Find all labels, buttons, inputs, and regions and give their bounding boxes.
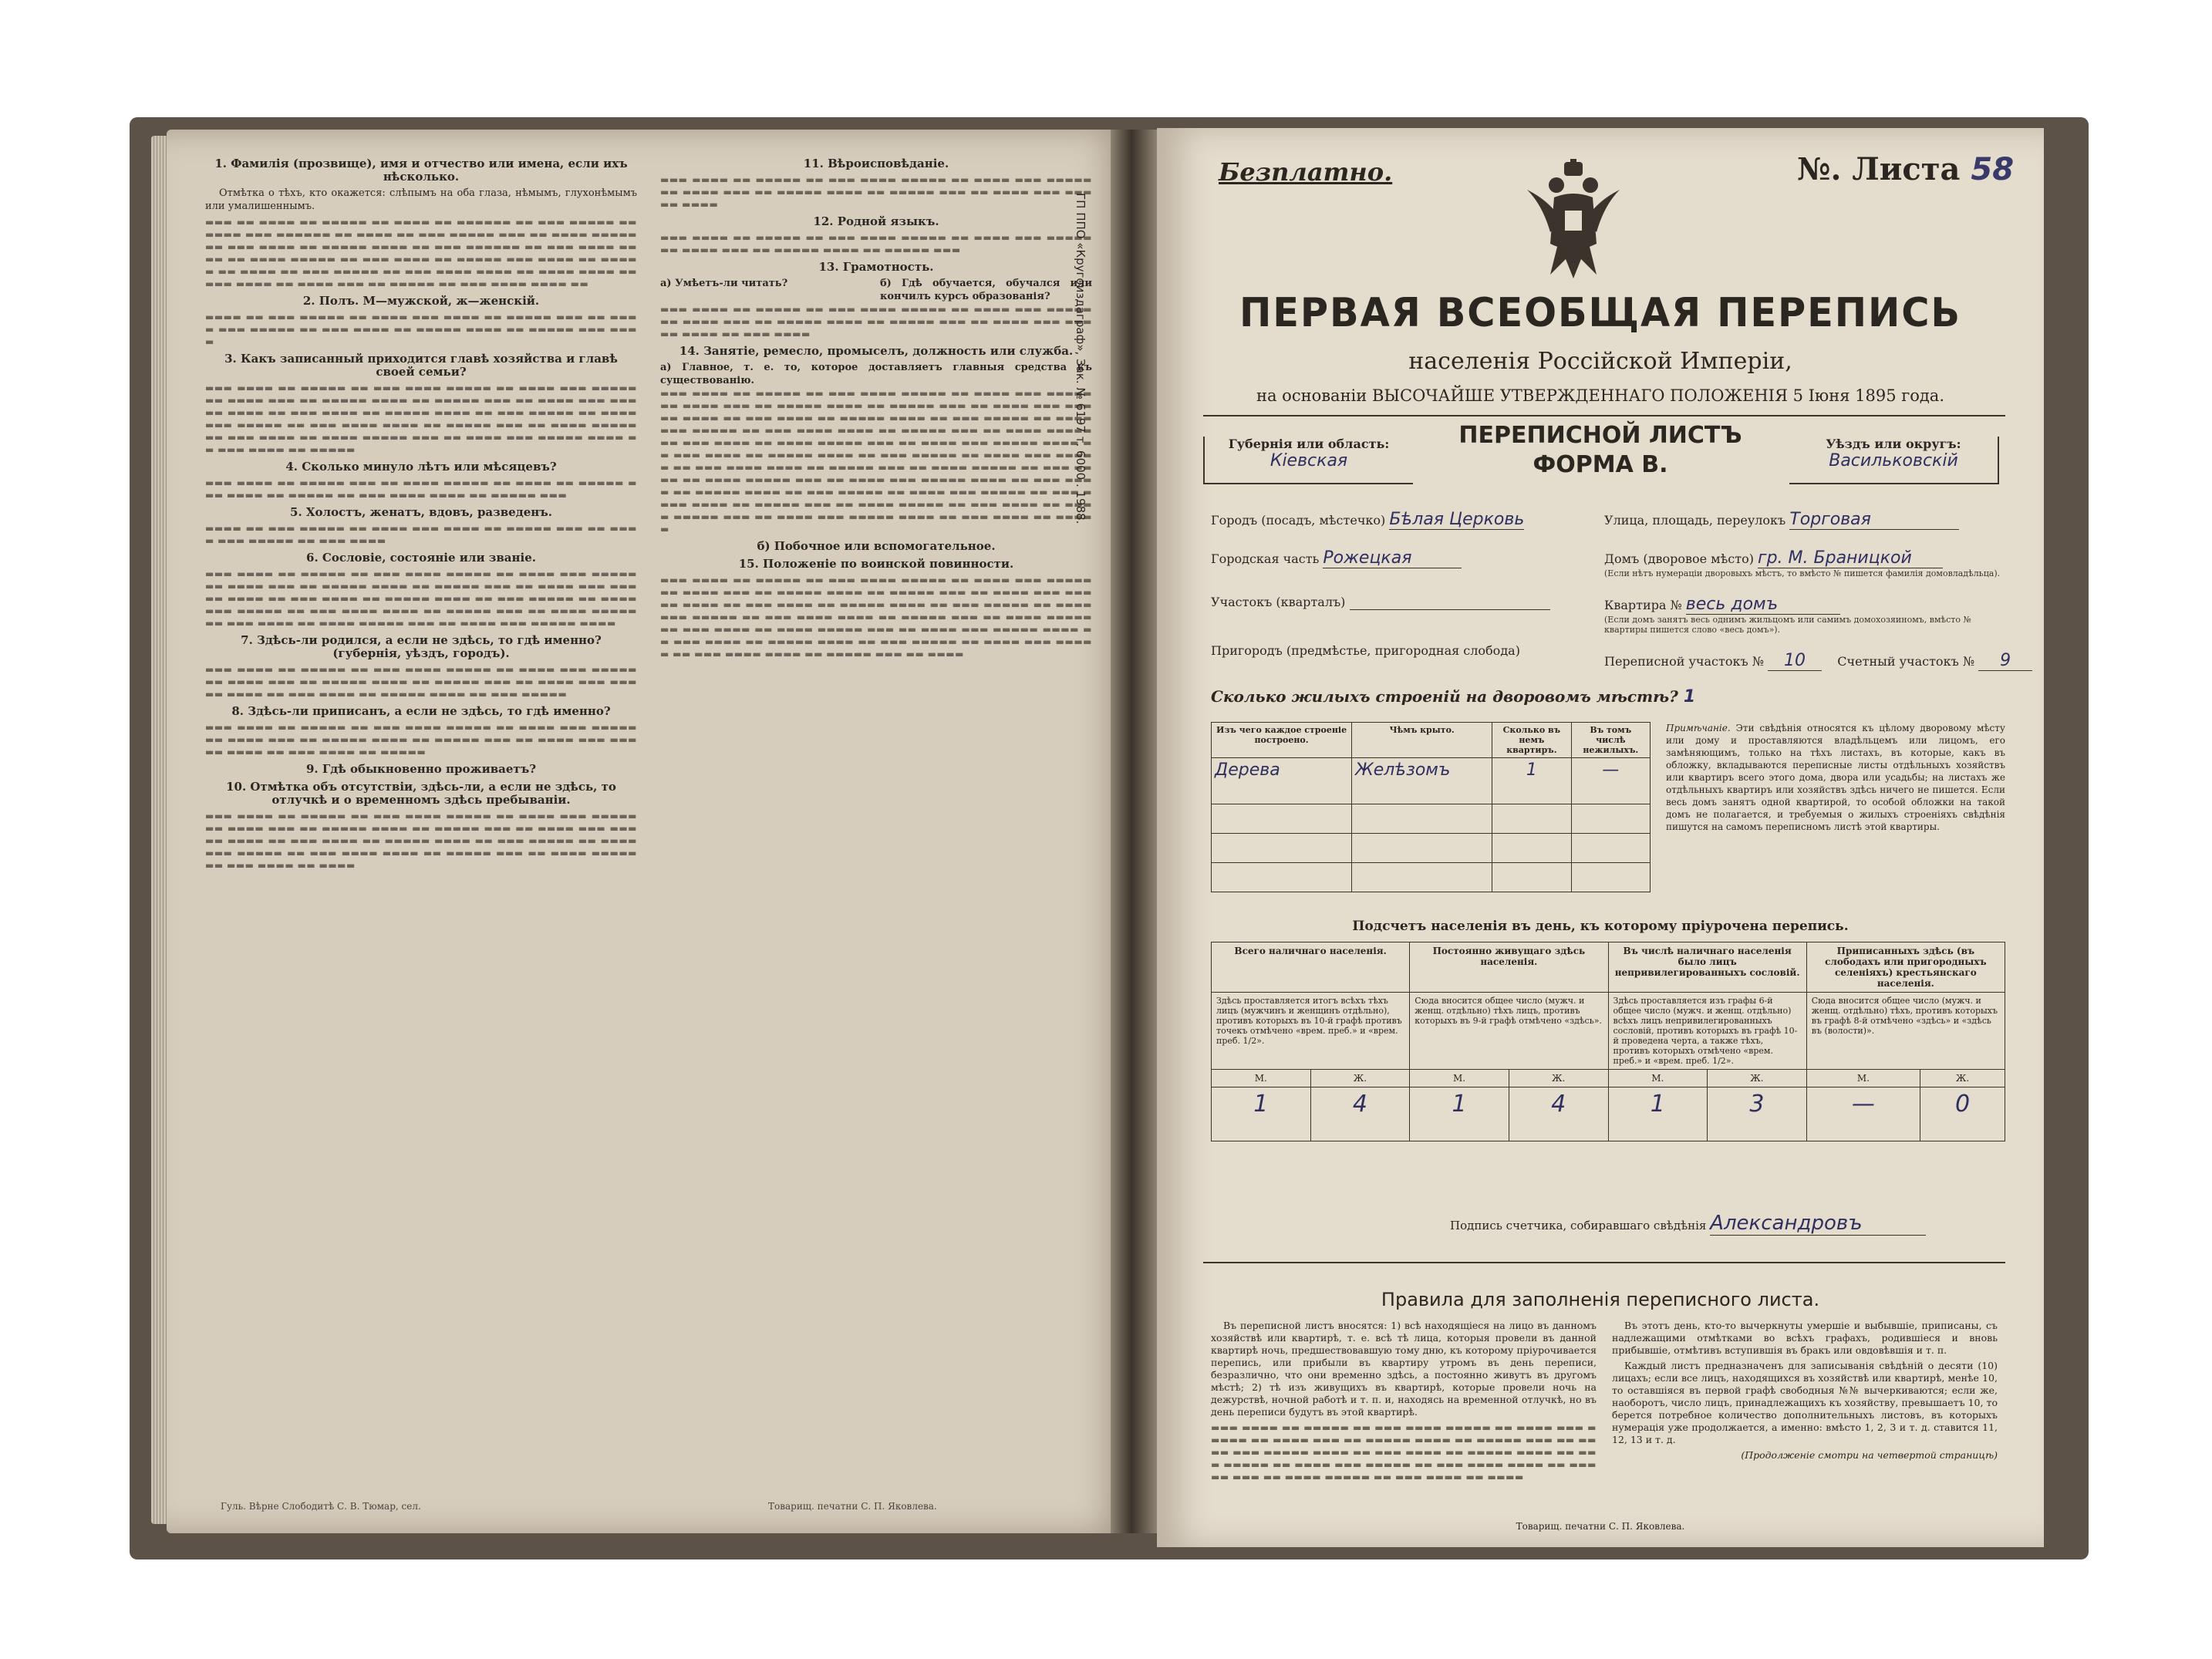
- buildings-note: [1666, 722, 2005, 833]
- sheet-number-value: 58: [1971, 152, 2015, 187]
- dom-value: гр. М. Браницкой: [1758, 548, 1943, 568]
- table-header: Постоянно живущаго здѣсь населенія.: [1410, 942, 1608, 993]
- dom-note: (Если нѣтъ нумераціи дворовыхъ мѣстъ, то вмѣсто № пишется фамилія домовладѣльца).: [1604, 568, 2001, 578]
- kvartira-note: (Если домъ занятъ весь однимъ жильцомъ или самимъ домохозяиномъ, вмѣсто № квартиры пишется слово «весь домъ»).: [1604, 615, 1971, 635]
- buildings-table: [1211, 722, 1651, 892]
- uchastok-field: [1211, 595, 1550, 610]
- ulitsa-value: Торговая: [1789, 510, 1959, 530]
- table-cell: М.: [1212, 1070, 1311, 1087]
- body-text: ▬▬▬ ▬▬▬▬ ▬▬ ▬▬▬▬▬ ▬▬ ▬▬▬ ▬▬▬▬ ▬▬▬▬▬ ▬▬ ▬▬▬▬ ▬▬▬ ▬▬▬▬▬ ▬▬ ▬▬▬▬ ▬▬▬ ▬▬ ▬▬▬▬▬ ▬▬▬▬ ▬▬ ▬▬▬▬▬ ▬▬▬ ▬▬ ▬▬▬▬ ▬▬▬ ▬▬▬▬▬ ▬▬▬▬ ▬▬ ▬▬▬ ▬▬▬▬: [660, 304, 1092, 339]
- table-header: Въ числѣ наличнаго населенія было лицъ непривилегированныхъ сословій.: [1608, 942, 1806, 993]
- heading-1: 1. Фамилія (прозвище), имя и отчество или имена, если ихъ нѣсколько.: [214, 157, 628, 184]
- note-text: Эти свѣдѣнія относятся къ цѣлому дворовому мѣсту или дому и проставляются владѣльцемъ или лицомъ, его замѣняющимъ, только на тѣхъ листахъ, въ которые, какъ въ обложку, вкладываются переписные листы отдѣльныхъ хозяйствъ или квартиръ всего этого дома, двора или усадьбы; на листахъ же отдѣльныхъ квартиръ или хозяйствъ здѣсь ничего не пишется. Если весь домъ занятъ одной квартирой, то особой обложки на такой домъ не полагается, и требуемыя о жилыхъ строеніяхъ свѣдѣнія пишутся на самомъ переписномъ листѣ этой квартиры.: [1666, 723, 2005, 832]
- table-cell: Желѣзомъ: [1352, 758, 1492, 804]
- heading-14a: а) Главное, т. е. то, которое доставляетъ главныя средства къ существованію.: [660, 362, 1092, 386]
- form-title-line-2: ФОРМА В.: [1533, 451, 1668, 478]
- table-row: [1212, 804, 1651, 834]
- heading-9: 9. Гдѣ обыкновенно проживаетъ?: [305, 762, 537, 776]
- heading-7: 7. Здѣсь-ли родился, а если не здѣсь, то гдѣ именно? (губернія, уѣздъ, городъ).: [241, 633, 602, 660]
- heading-13-sub: [660, 277, 1092, 303]
- table-header: Всего наличнаго населенія.: [1212, 942, 1410, 993]
- table-cell: 3: [1708, 1087, 1807, 1141]
- count-title: Подсчетъ населенія въ день, къ которому пріурочена перепись.: [1352, 919, 1849, 934]
- table-cell: Ж.: [1920, 1070, 2005, 1087]
- archive-stamp: ГП ППО «Кругоиздаграф», Зак. № 6197 т. 6000 . 1988.: [1074, 193, 1087, 524]
- book-spine: [1111, 130, 1157, 1533]
- census-title: ПЕРВАЯ ВСЕОБЩАЯ ПЕРЕПИСЬ: [1239, 290, 1961, 336]
- left-column-1: [205, 153, 637, 872]
- uchastok-line: [1350, 595, 1550, 610]
- population-table: [1211, 942, 2005, 1141]
- table-cell: 0: [1920, 1087, 2005, 1141]
- table-cell: Здѣсь проставляется изъ графы 6-й общее число (мужч. и женщ. отдѣльно) всѣхъ лицъ непривилегированныхъ сословій, противъ которыхъ въ графѣ 10-й проведена черта, а также тѣхъ, противъ которыхъ отмѣчено «врем. преб.» и «врем. преб. 1/2».: [1608, 993, 1806, 1070]
- free-label: Безплатно.: [1219, 157, 1393, 187]
- note-title: Примѣчаніе.: [1666, 723, 1731, 733]
- chast-field: [1211, 548, 1462, 568]
- table-cell: Сюда вносится общее число (мужч. и женщ. отдѣльно) тѣхъ, противъ которыхъ въ графѣ 8-й отмѣчено «здѣсь» и «здѣсь въ (волости)».: [1806, 993, 2005, 1070]
- gorod-value: Бѣлая Церковь: [1389, 510, 1525, 529]
- form-title-line-1: ПЕРЕПИСНОЙ ЛИСТЪ: [1458, 422, 1742, 449]
- body-text: ▬▬▬ ▬▬▬▬ ▬▬ ▬▬▬▬▬ ▬▬ ▬▬▬ ▬▬▬▬ ▬▬▬▬▬ ▬▬ ▬▬▬▬ ▬▬▬ ▬▬▬▬▬ ▬▬ ▬▬▬▬ ▬▬▬ ▬▬ ▬▬▬▬▬ ▬▬▬▬ ▬▬ ▬▬▬▬▬ ▬▬▬ ▬▬ ▬▬▬▬ ▬▬▬ ▬▬▬▬▬ ▬▬▬▬ ▬▬ ▬▬▬ ▬▬▬▬ ▬▬ ▬▬▬▬▬ ▬▬▬▬ ▬▬ ▬▬▬ ▬▬▬▬▬ ▬▬ ▬▬▬▬ ▬▬▬ ▬▬▬▬▬ ▬▬ ▬▬▬ ▬▬▬▬ ▬▬▬▬ ▬▬ ▬▬▬▬▬ ▬▬▬ ▬▬ ▬▬▬▬ ▬▬▬▬▬ ▬▬ ▬▬▬ ▬▬▬▬ ▬▬ ▬▬▬▬ ▬▬▬▬▬ ▬▬▬ ▬▬ ▬▬▬▬ ▬▬▬ ▬▬▬▬▬ ▬▬▬▬ ▬▬ ▬▬▬ ▬▬▬▬ ▬▬ ▬▬▬▬▬ ▬▬▬▬ ▬▬ ▬▬▬ ▬▬▬▬▬ ▬▬ ▬▬▬▬ ▬▬▬ ▬▬▬▬▬ ▬▬ ▬▬▬ ▬▬▬▬ ▬▬▬▬ ▬▬ ▬▬▬▬▬ ▬▬▬ ▬▬ ▬▬▬▬ ▬▬▬▬▬ ▬▬ ▬▬▬ ▬▬▬▬ ▬▬ ▬▬▬▬ ▬▬▬▬▬ ▬▬▬ ▬▬ ▬▬▬▬ ▬▬▬ ▬▬▬▬▬ ▬▬▬▬ ▬▬ ▬▬▬ ▬▬▬▬ ▬▬ ▬▬▬▬▬ ▬▬▬▬ ▬▬ ▬▬▬ ▬▬▬▬▬ ▬▬ ▬▬▬▬ ▬▬▬ ▬▬▬▬▬ ▬▬ ▬▬▬ ▬▬▬▬ ▬▬▬▬ ▬▬ ▬▬▬▬▬ ▬▬▬ ▬▬ ▬▬▬▬ ▬▬▬▬▬ ▬▬ ▬▬▬ ▬▬▬▬ ▬▬ ▬▬▬▬ ▬▬▬▬▬ ▬▬▬ ▬▬ ▬▬▬▬ ▬▬▬ ▬▬▬▬▬ ▬▬▬▬ ▬▬ ▬▬▬ ▬▬▬▬ ▬▬ ▬▬▬▬▬: [660, 388, 1092, 534]
- heading-16: 15. Положеніе по воинской повинности.: [738, 557, 1014, 571]
- rules-column-1: [1211, 1320, 1597, 1483]
- divider: [1203, 1262, 2005, 1263]
- table-header-row: [1212, 942, 2005, 993]
- heading-4: 4. Сколько минуло лѣтъ или мѣсяцевъ?: [285, 460, 557, 474]
- imperial-eagle-icon: [1519, 159, 1627, 282]
- table-cell: —: [1806, 1087, 1920, 1141]
- census-subtitle: населенія Россійской Имперіи,: [1408, 348, 1792, 375]
- table-cell: 4: [1310, 1087, 1410, 1141]
- heading-5: 5. Холостъ, женатъ, вдовъ, разведенъ.: [290, 505, 552, 519]
- dom-field: [1604, 548, 2005, 578]
- heading-14: 14. Занятіе, ремесло, промыселъ, должность или служба.: [679, 344, 1074, 358]
- sheet-number: [1797, 151, 2014, 187]
- table-cell: Ж.: [1509, 1070, 1608, 1087]
- gubernia-value: Кіевская: [1270, 451, 1348, 470]
- buildings-field: [1211, 687, 1695, 706]
- paragraph: Отмѣтка о тѣхъ, кто окажется: слѣпымъ на оба глаза, нѣмымъ, глухонѣмымъ или умалишеннымъ.: [205, 187, 637, 212]
- gorod-field: [1211, 510, 1524, 530]
- rules-continued: (Продолженіе смотри на четвертой страницѣ): [1741, 1449, 1998, 1461]
- table-cell: —: [1571, 758, 1650, 804]
- heading-11: 11. Вѣроисповѣданіе.: [803, 157, 949, 170]
- body-text: ▬▬▬ ▬▬▬▬ ▬▬ ▬▬▬▬▬ ▬▬ ▬▬▬ ▬▬▬▬ ▬▬▬▬▬ ▬▬ ▬▬▬▬ ▬▬▬ ▬▬▬▬▬ ▬▬ ▬▬▬▬ ▬▬▬ ▬▬ ▬▬▬▬▬ ▬▬▬▬ ▬▬ ▬▬▬▬▬ ▬▬▬ ▬▬ ▬▬▬▬ ▬▬▬ ▬▬▬▬▬ ▬▬▬▬ ▬▬ ▬▬▬ ▬▬▬▬ ▬▬ ▬▬▬▬▬ ▬▬▬▬ ▬▬ ▬▬▬ ▬▬▬▬▬ ▬▬ ▬▬▬▬ ▬▬▬ ▬▬▬▬▬ ▬▬ ▬▬▬ ▬▬▬▬ ▬▬▬▬ ▬▬ ▬▬▬▬▬ ▬▬▬ ▬▬ ▬▬▬▬ ▬▬▬▬▬ ▬▬ ▬▬▬ ▬▬▬▬ ▬▬ ▬▬▬▬ ▬▬▬▬▬ ▬▬▬ ▬▬ ▬▬▬▬ ▬▬▬ ▬▬▬▬▬ ▬▬▬▬: [205, 568, 637, 629]
- table-header: Изъ чего каждое строеніе построено.: [1212, 723, 1352, 758]
- gorod-label: Городъ (посадъ, мѣстечко): [1211, 513, 1386, 528]
- census-basis: на основаніи ВЫСОЧАЙШЕ УТВЕРЖДЕННАГО ПОЛОЖЕНІЯ 5 Іюня 1895 года.: [1256, 386, 1945, 405]
- kvartira-field: [1604, 595, 2005, 635]
- table-header: Приписанныхъ здѣсь (въ слободахъ или пригородныхъ селеніяхъ) крестьянскаго населенія.: [1806, 942, 2005, 993]
- body-text: ▬▬▬▬ ▬▬ ▬▬▬ ▬▬▬▬▬ ▬▬ ▬▬▬▬ ▬▬▬ ▬▬▬▬ ▬▬ ▬▬▬▬▬ ▬▬▬ ▬▬ ▬▬▬▬ ▬▬▬ ▬▬▬▬▬ ▬▬ ▬▬▬ ▬▬▬▬: [205, 523, 637, 546]
- ulitsa-field: [1604, 510, 1959, 530]
- heading-3: 3. Какъ записанный приходится главѣ хозяйства и главѣ своей семьи?: [224, 352, 618, 379]
- left-footer-2: Товарищ. печатни С. П. Яковлева.: [768, 1501, 937, 1512]
- table-header-row: [1212, 723, 1651, 758]
- body-text: ▬▬▬ ▬▬▬▬ ▬▬ ▬▬▬▬▬ ▬▬▬ ▬▬ ▬▬▬▬ ▬▬▬▬▬ ▬▬ ▬▬▬▬ ▬▬ ▬▬▬▬▬ ▬▬▬ ▬▬▬▬ ▬▬ ▬▬▬▬▬ ▬▬ ▬▬▬ ▬▬▬▬ ▬▬▬▬ ▬▬ ▬▬▬▬▬ ▬▬▬: [205, 477, 637, 501]
- body-text: ▬▬▬ ▬▬▬▬ ▬▬ ▬▬▬▬▬ ▬▬ ▬▬▬ ▬▬▬▬ ▬▬▬▬▬ ▬▬ ▬▬▬▬ ▬▬▬ ▬▬▬▬▬ ▬▬ ▬▬▬▬ ▬▬▬ ▬▬ ▬▬▬▬▬ ▬▬▬▬ ▬▬ ▬▬▬▬▬ ▬▬▬ ▬▬ ▬▬▬▬ ▬▬▬ ▬▬▬▬▬ ▬▬▬▬ ▬▬ ▬▬▬ ▬▬▬▬ ▬▬ ▬▬▬▬▬ ▬▬▬▬ ▬▬ ▬▬▬ ▬▬▬▬▬ ▬▬ ▬▬▬▬ ▬▬▬ ▬▬▬▬▬ ▬▬ ▬▬▬ ▬▬▬▬ ▬▬▬▬ ▬▬ ▬▬▬▬▬ ▬▬▬ ▬▬ ▬▬▬▬ ▬▬▬▬▬ ▬▬ ▬▬▬ ▬▬▬▬ ▬▬ ▬▬▬▬ ▬▬▬▬▬ ▬▬▬ ▬▬ ▬▬▬▬ ▬▬▬ ▬▬▬▬▬ ▬▬▬▬ ▬▬ ▬▬▬ ▬▬▬▬ ▬▬ ▬▬▬▬▬ ▬▬▬▬ ▬▬ ▬▬▬ ▬▬▬▬▬ ▬▬ ▬▬▬▬ ▬▬▬ ▬▬▬▬▬ ▬▬ ▬▬▬ ▬▬▬▬ ▬▬▬▬ ▬▬ ▬▬▬▬▬ ▬▬▬ ▬▬ ▬▬▬▬: [660, 575, 1092, 659]
- table-row: [1212, 758, 1651, 804]
- uchastok-label: Участокъ (кварталъ): [1211, 595, 1346, 609]
- body-text: ▬▬▬ ▬▬▬▬ ▬▬ ▬▬▬▬▬ ▬▬ ▬▬▬ ▬▬▬▬ ▬▬▬▬▬ ▬▬ ▬▬▬▬ ▬▬▬ ▬▬▬▬▬ ▬▬ ▬▬▬▬ ▬▬▬ ▬▬ ▬▬▬▬▬ ▬▬▬▬ ▬▬ ▬▬▬▬▬ ▬▬▬ ▬▬ ▬▬▬▬ ▬▬▬ ▬▬▬▬▬ ▬▬▬▬ ▬▬ ▬▬▬ ▬▬▬▬ ▬▬ ▬▬▬▬▬: [205, 722, 637, 757]
- signature-field: [1450, 1212, 1926, 1236]
- table-cell: 1: [1492, 758, 1571, 804]
- table-cell: 1: [1212, 1087, 1311, 1141]
- uezd-label: Уѣздъ или округъ:: [1826, 437, 1961, 451]
- body-text: ▬▬▬ ▬▬▬▬ ▬▬ ▬▬▬▬▬ ▬▬ ▬▬▬ ▬▬▬▬ ▬▬▬▬▬ ▬▬ ▬▬▬▬ ▬▬▬ ▬▬▬▬▬ ▬▬ ▬▬▬▬ ▬▬▬ ▬▬ ▬▬▬▬▬ ▬▬▬▬ ▬▬ ▬▬▬▬▬ ▬▬▬: [660, 232, 1092, 255]
- chast-label: Городская часть: [1211, 551, 1320, 566]
- perepis-uch-value: 10: [1768, 651, 1822, 671]
- table-cell: Сюда вносится общее число (мужч. и женщ. отдѣльно) тѣхъ лицъ, противъ которыхъ въ 9-й графѣ отмѣчено «здѣсь».: [1410, 993, 1608, 1070]
- rules-title: Правила для заполненія переписного листа.: [1381, 1289, 1820, 1310]
- ulitsa-label: Улица, площадь, переулокъ: [1604, 513, 1786, 528]
- right-footer: Товарищ. печатни С. П. Яковлева.: [1516, 1521, 1685, 1532]
- prigorod-field: [1211, 643, 1520, 658]
- heading-13: 13. Грамотность.: [818, 260, 934, 274]
- table-cell: М.: [1410, 1070, 1509, 1087]
- table-row: [1212, 1070, 2005, 1087]
- table-cell: Дерева: [1212, 758, 1352, 804]
- buildings-label: Сколько жилыхъ строеній на дворовомъ мѣстѣ?: [1211, 687, 1678, 706]
- rules-column-2: [1612, 1320, 1998, 1462]
- dom-label: Домъ (дворовое мѣсто): [1604, 551, 1754, 566]
- body-text: ▬▬▬ ▬▬▬▬ ▬▬ ▬▬▬▬▬ ▬▬ ▬▬▬ ▬▬▬▬ ▬▬▬▬▬ ▬▬ ▬▬▬▬ ▬▬▬ ▬▬▬▬▬ ▬▬ ▬▬▬▬ ▬▬▬ ▬▬ ▬▬▬▬▬ ▬▬▬▬ ▬▬ ▬▬▬▬▬ ▬▬▬ ▬▬ ▬▬▬▬ ▬▬▬ ▬▬▬▬▬ ▬▬▬▬ ▬▬ ▬▬▬ ▬▬▬▬ ▬▬ ▬▬▬▬▬ ▬▬▬▬ ▬▬ ▬▬▬ ▬▬▬▬▬ ▬▬ ▬▬▬▬ ▬▬▬ ▬▬▬▬▬ ▬▬ ▬▬▬ ▬▬▬▬ ▬▬▬▬ ▬▬ ▬▬▬▬▬ ▬▬▬ ▬▬ ▬▬▬▬ ▬▬▬▬▬ ▬▬ ▬▬▬ ▬▬▬▬ ▬▬ ▬▬▬▬: [1211, 1422, 1597, 1482]
- signature-value: Александровъ: [1710, 1212, 1926, 1236]
- table-row: [1212, 993, 2005, 1070]
- schetny-label: Счетный участокъ №: [1837, 654, 1974, 669]
- table-cell: Ж.: [1708, 1070, 1807, 1087]
- heading-15: б) Побочное или вспомогательное.: [757, 539, 996, 553]
- left-column-2: [660, 153, 1092, 660]
- uchastki-field: [1604, 651, 2032, 671]
- chast-value: Рожецкая: [1323, 548, 1462, 568]
- heading-10: 10. Отмѣтка объ отсутствіи, здѣсь-ли, а если не здѣсь, то отлучкѣ и о временномъ здѣсь пребываніи.: [226, 780, 616, 807]
- uezd-value: Васильковскій: [1829, 451, 1958, 470]
- rules-paragraph: Каждый листъ предназначенъ для записыванія свѣдѣній о десяти (10) лицахъ; если все лицъ, находящихся въ хозяйствѣ или квартирѣ, менѣе 10, то оставшіяся въ первой графѣ свободныя №№ вычеркиваются; если же, наоборотъ, число лицъ, принадлежащихъ къ хозяйству, превышаетъ 10, то берется потребное количество дополнительныхъ листовъ, въ которыхъ нумерація уже продолжается, а именно: вмѣсто 1, 2, 3 и т. д. ставится 11, 12, 13 и т. д.: [1612, 1360, 1998, 1445]
- divider: [1203, 415, 2005, 416]
- table-row: [1212, 1087, 2005, 1141]
- heading-12: 12. Родной языкъ.: [813, 214, 939, 228]
- table-cell: 1: [1410, 1087, 1509, 1141]
- rules-paragraph: Въ этотъ день, кто-то вычеркнуты умершіе и выбывшіе, приписаны, съ надлежащими отмѣтками во всѣхъ графахъ, родившіеся и вновь прибывшіе, отмѣтивъ вступившія въ бракъ или овдовѣвшія и т. п.: [1612, 1320, 1998, 1356]
- perepis-uch-label: Переписной участокъ №: [1604, 654, 1764, 669]
- table-row: [1212, 863, 1651, 892]
- heading-13b: б) Гдѣ обучается, обучался или кончилъ курсъ образованія?: [880, 278, 1092, 302]
- table-header: Чѣмъ крыто.: [1352, 723, 1492, 758]
- left-page: [167, 130, 1131, 1533]
- table-cell: 4: [1509, 1087, 1608, 1141]
- body-text: ▬▬▬ ▬▬▬▬ ▬▬ ▬▬▬▬▬ ▬▬ ▬▬▬ ▬▬▬▬ ▬▬▬▬▬ ▬▬ ▬▬▬▬ ▬▬▬ ▬▬▬▬▬ ▬▬ ▬▬▬▬ ▬▬▬ ▬▬ ▬▬▬▬▬ ▬▬▬▬ ▬▬ ▬▬▬▬▬ ▬▬▬ ▬▬ ▬▬▬▬ ▬▬▬ ▬▬▬▬▬ ▬▬▬▬: [660, 174, 1092, 210]
- right-page: [1157, 128, 2044, 1547]
- left-footer-1: Гуль. Вѣрне Слободитѣ С. В. Тюмар, сел.: [221, 1501, 421, 1512]
- signature-label: Подпись счетчика, собиравшаго свѣдѣнія: [1450, 1219, 1707, 1232]
- prigorod-label: Пригородъ (предмѣстье, пригородная слобода): [1211, 643, 1520, 658]
- heading-6: 6. Сословіе, состояніе или званіе.: [306, 551, 536, 565]
- table-cell: 1: [1608, 1087, 1708, 1141]
- body-text: ▬▬▬ ▬▬ ▬▬▬▬ ▬▬ ▬▬▬▬▬ ▬▬ ▬▬▬▬ ▬▬ ▬▬▬▬▬▬ ▬▬ ▬▬▬ ▬▬▬▬▬ ▬▬ ▬▬▬▬ ▬▬▬ ▬▬▬▬▬▬ ▬▬ ▬▬▬▬ ▬▬ ▬▬▬ ▬▬▬▬▬ ▬▬▬ ▬▬ ▬▬▬▬ ▬▬▬▬▬ ▬▬ ▬▬▬ ▬▬▬▬ ▬▬ ▬▬▬▬▬ ▬▬▬▬ ▬▬ ▬▬▬ ▬▬▬▬▬▬ ▬▬ ▬▬▬ ▬▬▬▬ ▬▬▬▬ ▬▬ ▬▬▬▬ ▬▬▬▬▬ ▬▬ ▬▬▬ ▬▬▬▬ ▬▬ ▬▬▬▬▬ ▬▬▬ ▬▬▬▬ ▬▬ ▬▬▬▬▬ ▬▬ ▬▬▬▬ ▬▬ ▬▬▬ ▬▬▬▬▬ ▬▬ ▬▬▬ ▬▬▬▬ ▬▬▬▬ ▬▬ ▬▬▬▬ ▬▬▬▬ ▬▬ ▬▬▬ ▬▬▬▬ ▬▬ ▬▬▬▬ ▬▬▬ ▬▬ ▬▬▬▬▬ ▬▬ ▬▬▬ ▬▬▬▬ ▬▬▬▬ ▬▬: [205, 217, 637, 289]
- schetny-value: 9: [1978, 651, 2032, 671]
- kvartira-label: Квартира №: [1604, 598, 1682, 612]
- table-header: Сколько въ немъ квартиръ.: [1492, 723, 1571, 758]
- gubernia-label: Губернія или область:: [1228, 437, 1390, 451]
- body-text: ▬▬▬ ▬▬▬▬ ▬▬ ▬▬▬▬▬ ▬▬ ▬▬▬ ▬▬▬▬ ▬▬▬▬▬ ▬▬ ▬▬▬▬ ▬▬▬ ▬▬▬▬▬ ▬▬ ▬▬▬▬ ▬▬▬ ▬▬ ▬▬▬▬▬ ▬▬▬▬ ▬▬ ▬▬▬▬▬ ▬▬▬ ▬▬ ▬▬▬▬ ▬▬▬ ▬▬▬▬▬ ▬▬▬▬ ▬▬ ▬▬▬ ▬▬▬▬ ▬▬ ▬▬▬▬▬ ▬▬▬▬ ▬▬ ▬▬▬ ▬▬▬▬▬: [205, 664, 637, 700]
- rules-paragraph: Въ переписной листъ вносятся: 1) всѣ находящіеся на лицо въ данномъ хозяйствѣ или квартирѣ, т. е. всѣ тѣ лица, которыя провели въ данной квартирѣ ночь, предшествовавшую тому дню, къ которому пріурочивается перепись, или прибыли въ квартиру утромъ въ день переписи, безразлично, что они временно здѣсь, а постоянно живутъ въ другомъ мѣстѣ; 2) тѣ изъ живущихъ въ квартирѣ, которые провели ночь на дежурствѣ, ночной работѣ и т. п. и, находясь на временной отлучкѣ, но въ день переписи будутъ въ этой квартирѣ.: [1211, 1320, 1597, 1418]
- table-cell: Здѣсь проставляется итогъ всѣхъ тѣхъ лицъ (мужчинъ и женщинъ отдѣльно), противъ которыхъ въ 10-й графѣ противъ точекъ отмѣчено «врем. преб.» и «врем. преб. 1/2».: [1212, 993, 1410, 1070]
- table-cell: М.: [1608, 1070, 1708, 1087]
- body-text: ▬▬▬ ▬▬▬▬ ▬▬ ▬▬▬▬▬ ▬▬ ▬▬▬ ▬▬▬▬ ▬▬▬▬▬ ▬▬ ▬▬▬▬ ▬▬▬ ▬▬▬▬▬ ▬▬ ▬▬▬▬ ▬▬▬ ▬▬ ▬▬▬▬▬ ▬▬▬▬ ▬▬ ▬▬▬▬▬ ▬▬▬ ▬▬ ▬▬▬▬ ▬▬▬ ▬▬▬▬▬ ▬▬▬▬ ▬▬ ▬▬▬ ▬▬▬▬ ▬▬ ▬▬▬▬▬ ▬▬▬▬ ▬▬ ▬▬▬ ▬▬▬▬▬ ▬▬ ▬▬▬▬ ▬▬▬ ▬▬▬▬▬ ▬▬ ▬▬▬ ▬▬▬▬ ▬▬▬▬ ▬▬ ▬▬▬▬▬ ▬▬▬ ▬▬ ▬▬▬▬ ▬▬▬▬▬ ▬▬ ▬▬▬ ▬▬▬▬ ▬▬ ▬▬▬▬: [205, 811, 637, 871]
- heading-8: 8. Здѣсь-ли приписанъ, а если не здѣсь, то гдѣ именно?: [231, 704, 611, 718]
- table-cell: М.: [1806, 1070, 1920, 1087]
- heading-2: 2. Полъ. М—мужской, ж—женскій.: [302, 294, 540, 308]
- table-header: Въ томъ числѣ нежилыхъ.: [1571, 723, 1650, 758]
- heading-13a: а) Умѣетъ-ли читать?: [660, 278, 788, 289]
- kvartira-value: весь домъ: [1686, 595, 1840, 615]
- body-text: ▬▬▬ ▬▬▬▬ ▬▬ ▬▬▬▬▬ ▬▬ ▬▬▬ ▬▬▬▬ ▬▬▬▬▬ ▬▬ ▬▬▬▬ ▬▬▬ ▬▬▬▬▬ ▬▬ ▬▬▬▬ ▬▬▬ ▬▬ ▬▬▬▬▬ ▬▬▬▬ ▬▬ ▬▬▬▬▬ ▬▬▬ ▬▬ ▬▬▬▬ ▬▬▬ ▬▬▬▬▬ ▬▬▬▬ ▬▬ ▬▬▬ ▬▬▬▬ ▬▬ ▬▬▬▬▬ ▬▬▬▬ ▬▬ ▬▬▬ ▬▬▬▬▬ ▬▬ ▬▬▬▬ ▬▬▬ ▬▬▬▬▬ ▬▬ ▬▬▬ ▬▬▬▬ ▬▬▬▬ ▬▬ ▬▬▬▬▬ ▬▬▬ ▬▬ ▬▬▬▬ ▬▬▬▬▬ ▬▬ ▬▬▬ ▬▬▬▬ ▬▬ ▬▬▬▬ ▬▬▬▬▬ ▬▬▬ ▬▬ ▬▬▬▬ ▬▬▬ ▬▬▬▬▬ ▬▬▬▬ ▬▬ ▬▬▬ ▬▬▬▬ ▬▬ ▬▬▬▬▬: [205, 383, 637, 455]
- table-row: [1212, 834, 1651, 863]
- table-cell: Ж.: [1310, 1070, 1410, 1087]
- sheet-number-label: №. Листа: [1797, 151, 1961, 187]
- gubernia-box: [1203, 437, 1413, 484]
- uezd-box: [1789, 437, 1999, 484]
- body-text: ▬▬▬▬ ▬▬ ▬▬▬ ▬▬▬▬▬ ▬▬ ▬▬▬▬ ▬▬▬ ▬▬▬▬ ▬▬ ▬▬▬▬▬ ▬▬▬ ▬▬ ▬▬▬▬ ▬▬▬ ▬▬▬▬▬ ▬▬ ▬▬▬ ▬▬▬▬ ▬▬ ▬▬▬▬▬ ▬▬▬▬ ▬▬ ▬▬▬▬▬ ▬▬▬ ▬▬▬▬: [205, 312, 637, 347]
- buildings-value: 1: [1683, 687, 1696, 706]
